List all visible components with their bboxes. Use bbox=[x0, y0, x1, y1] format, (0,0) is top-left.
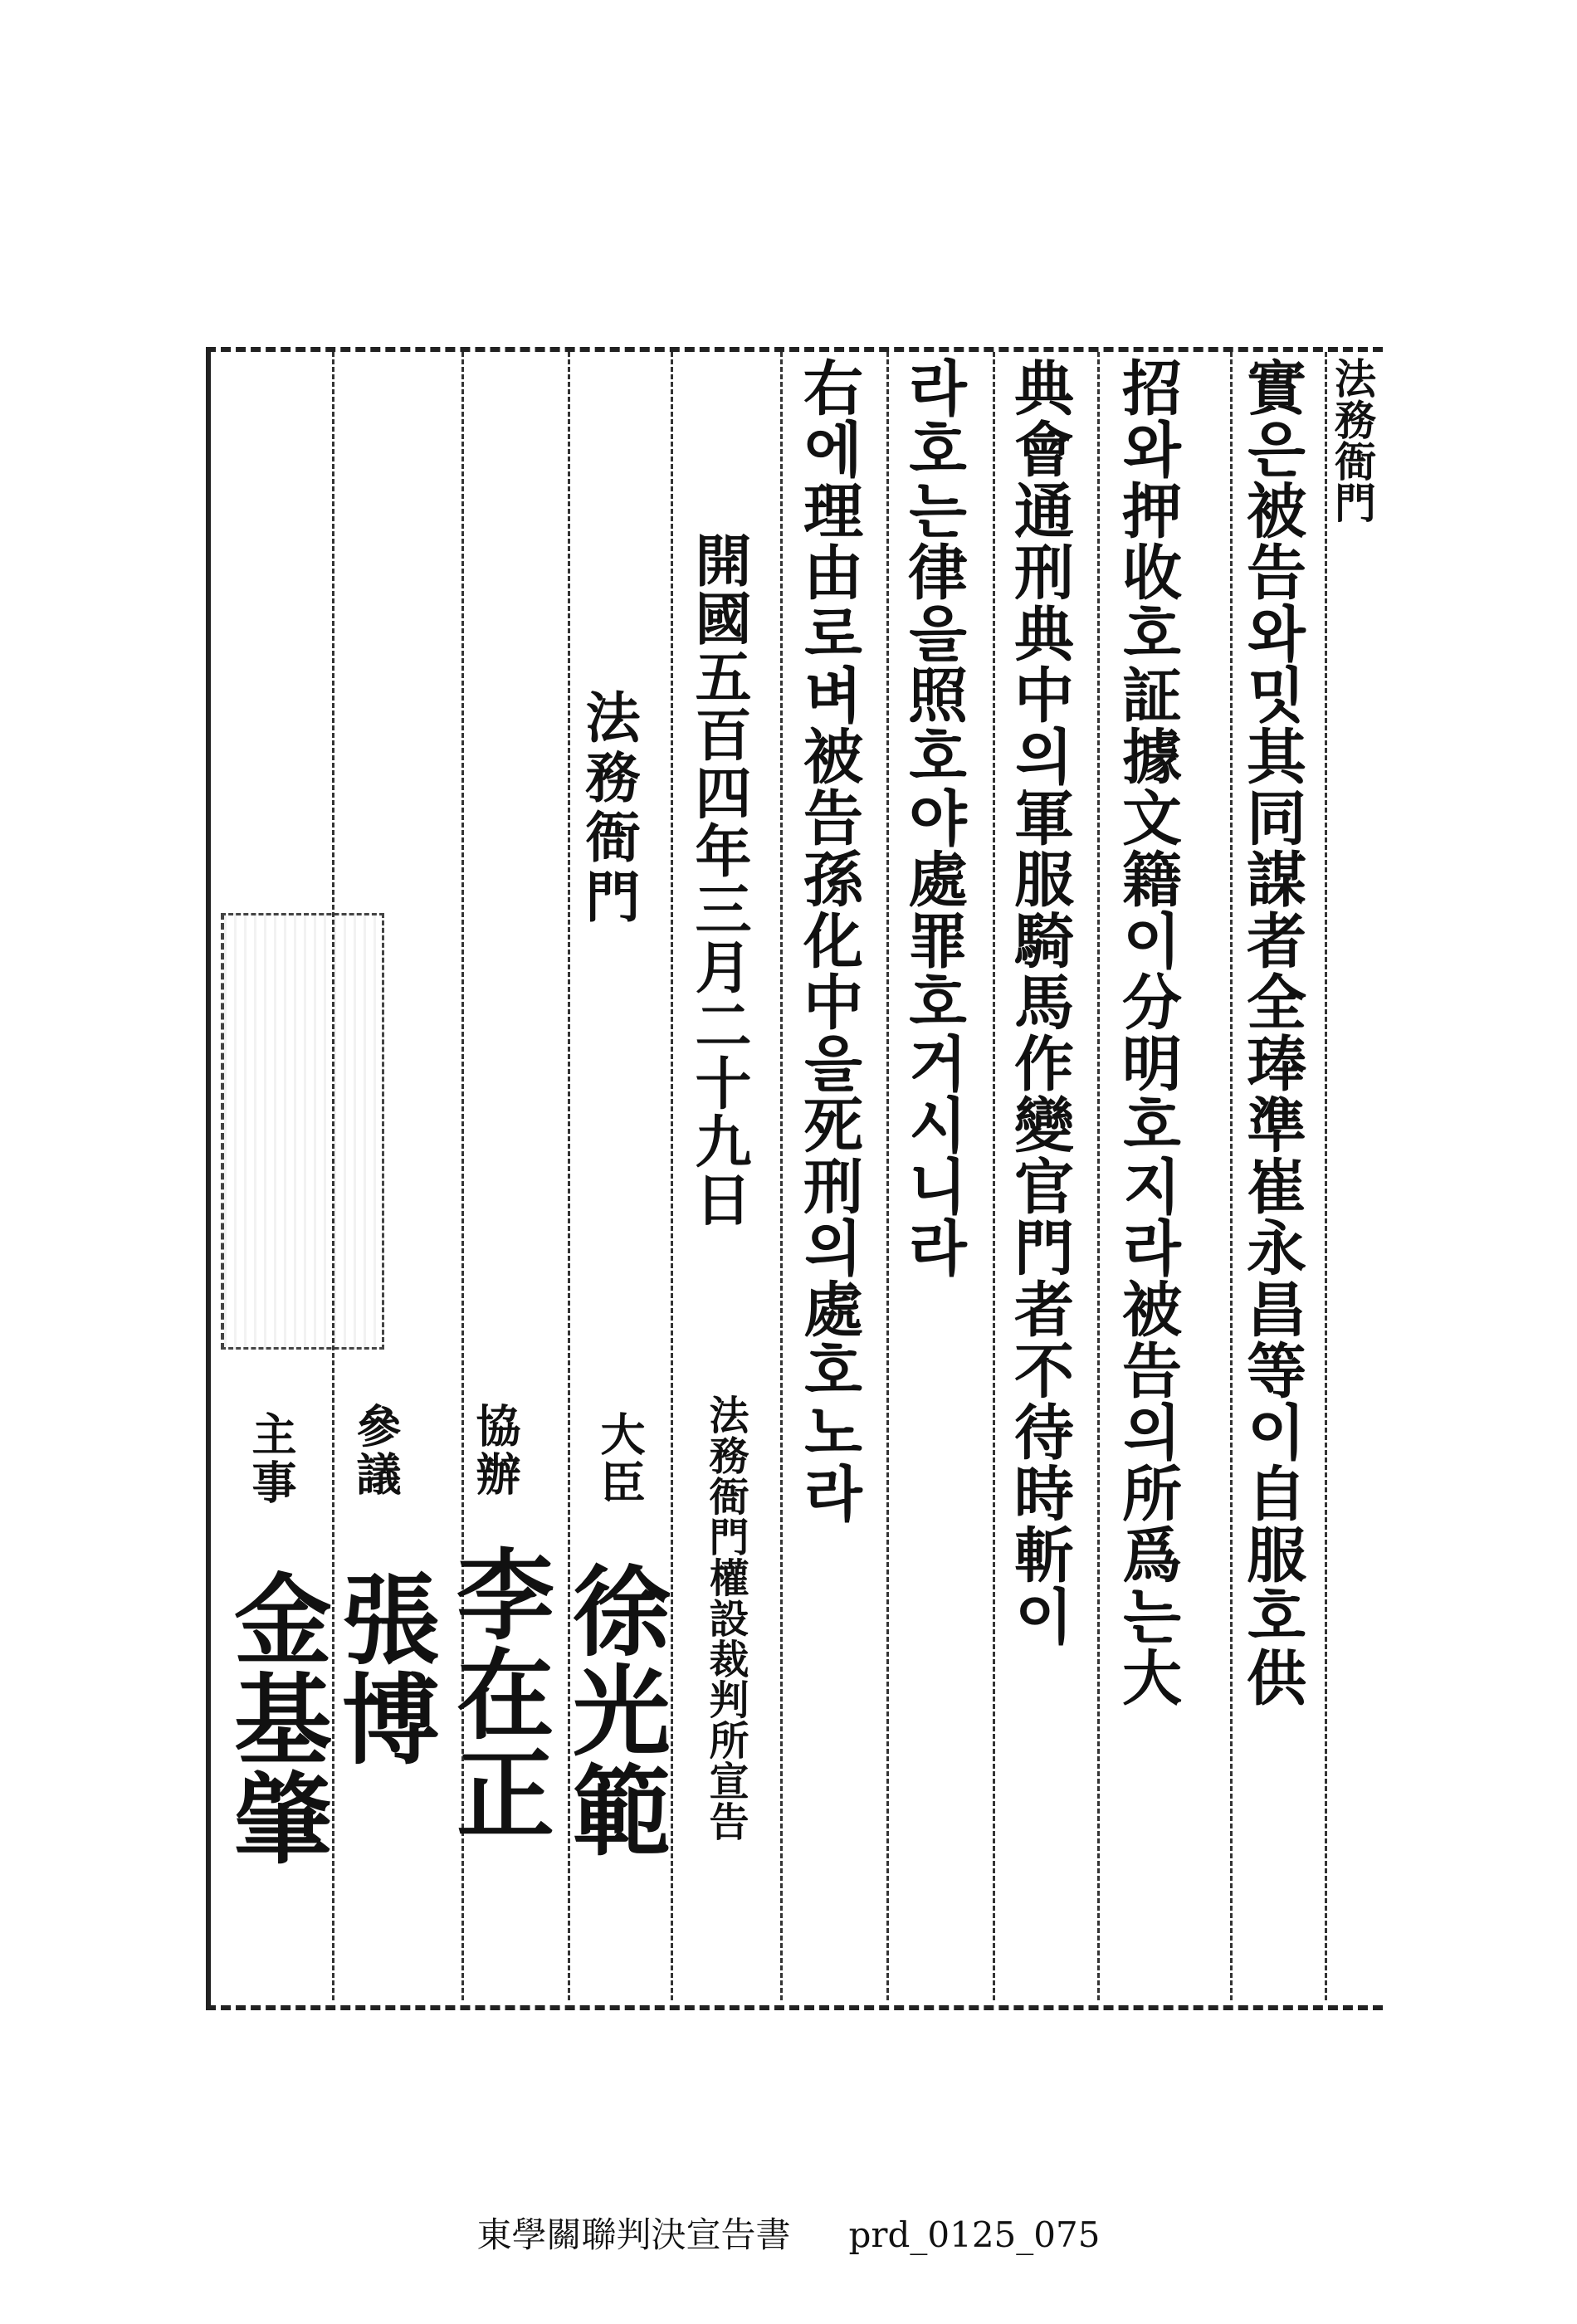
column-rule bbox=[886, 352, 889, 2000]
column-rule bbox=[780, 352, 783, 2000]
official-name: 金基肇 bbox=[217, 1569, 333, 1868]
official-name: 張博 bbox=[325, 1569, 441, 1768]
body-column-1: 實은被告와밋其同謀者全琫準崔永昌等이自服호供 bbox=[1237, 357, 1307, 1708]
faded-stamp bbox=[221, 913, 384, 1350]
page-caption bbox=[0, 2208, 1577, 2258]
court-line: 法務衙門 bbox=[576, 689, 641, 928]
column-rule bbox=[1230, 352, 1233, 2000]
running-title: 法務衙門 bbox=[1328, 357, 1377, 523]
official-title: 大臣 bbox=[593, 1411, 647, 1507]
body-column-5: 右에理由로벼被告孫化中을死刑의處호노라 bbox=[793, 357, 864, 1524]
issuer-line: 法務衙門權設裁判所宣告 bbox=[702, 1394, 749, 1842]
official-title: 主事 bbox=[245, 1411, 298, 1507]
column-rule bbox=[993, 352, 995, 2000]
column-rule bbox=[1325, 352, 1327, 2000]
column-rule bbox=[1097, 352, 1100, 2000]
body-column-3: 典會通刑典中의軍服騎馬作變官門者不待時斬이 bbox=[1004, 357, 1075, 1647]
date-line: 開國五百四年三月二十九日 bbox=[686, 531, 752, 1228]
collection-title: 東學關聯判決宣告書 bbox=[476, 2214, 791, 2255]
official-title: 協辦 bbox=[469, 1403, 522, 1499]
official-name: 徐光範 bbox=[556, 1560, 671, 1859]
body-column-2: 招와押收호証據文籍이分明호지라被告의所爲는大 bbox=[1112, 357, 1183, 1708]
official-title: 參議 bbox=[349, 1403, 403, 1499]
official-name: 李在正 bbox=[440, 1544, 555, 1843]
page-identifier: prd_0125_075 bbox=[848, 2214, 1101, 2255]
body-column-4: 라호는律을照호야處罪호거시니라 bbox=[898, 357, 969, 1278]
